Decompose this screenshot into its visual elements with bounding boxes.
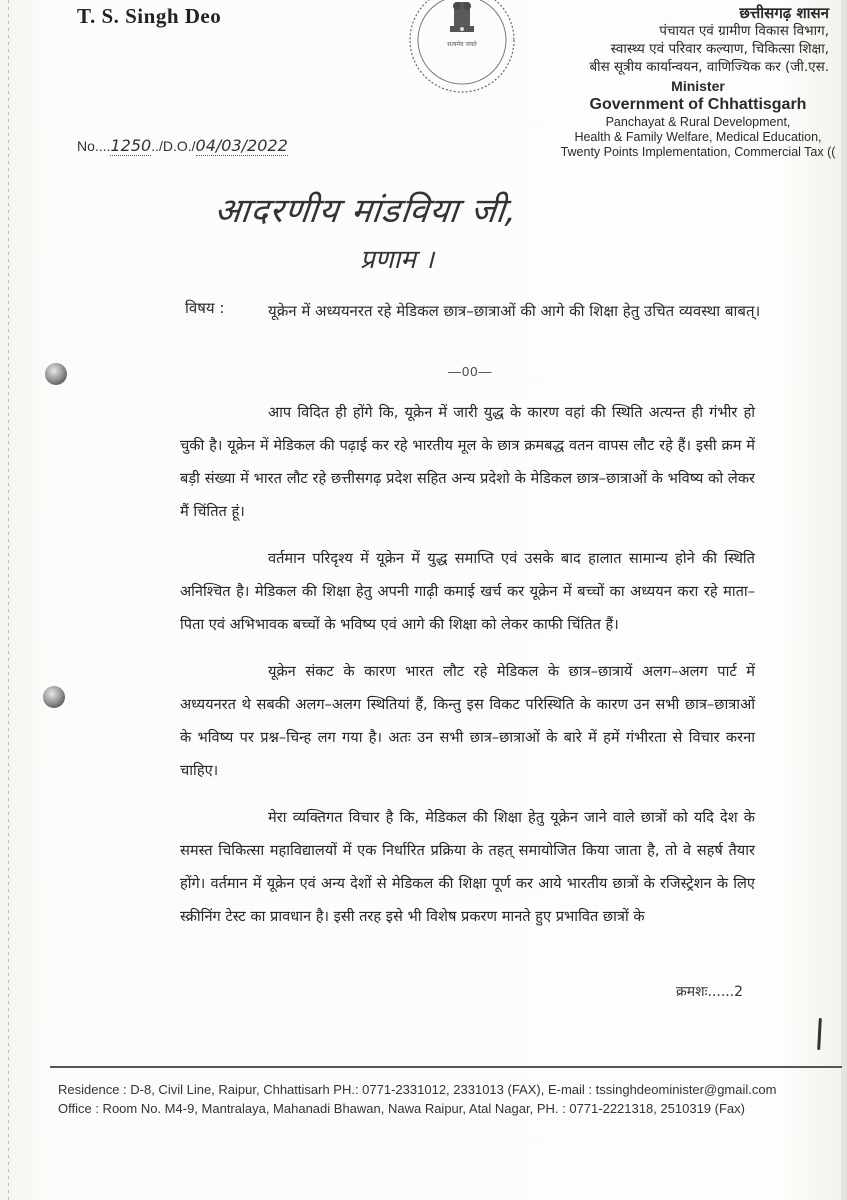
reference-number [77, 136, 288, 155]
page-right-edge [841, 0, 847, 1200]
continued-marker: क्रमशः......2 [676, 984, 744, 1000]
subject-label: विषय : [185, 299, 225, 317]
government-name: Government of Chhattisgarh [589, 96, 807, 113]
national-emblem-seal [400, 0, 524, 94]
page-edge-line [8, 0, 9, 1200]
body-paragraph: वर्तमान परिदृश्य में यूक्रेन में युद्ध समाप्ति एवं उसके बाद हालात सामान्य होने की स्थिति अनिश्चित है। मेडिकल की शिक्षा हेतु अपनी गाढ़ी कमाई खर्च कर यूक्रेन में बच्चों का अध्ययन करा रहे माता–पिता एवं अभिभावक बच्चों के भविष्य एवं आगे की शिक्षा को लेकर काफी चिंतित हैं। [180, 550, 755, 633]
residence-address: Residence : D-8, Civil Line, Raipur, Chhattisarh PH.: 0771-2331012, 2331013 (FAX), E-mail : tssinghdeominister@gmail.com [58, 1082, 777, 1097]
punch-hole [43, 686, 65, 708]
footer-address [58, 1080, 838, 1118]
portfolio-line: Panchayat & Rural Development, [605, 115, 791, 129]
reference-number-value: 1250 [110, 136, 152, 155]
reference-middle: ../D.O./ [151, 138, 196, 154]
hindi-portfolio-line: बीस सूत्रीय कार्यान्वयन, वाणिज्यिक कर (जी.एस. [589, 59, 829, 75]
english-letterhead [553, 78, 843, 160]
body-paragraph: मेरा व्यक्तिगत विचार है कि, मेडिकल की शिक्षा हेतु यूक्रेन जाने वाले छात्रों को यदि देश के समस्त चिकित्सा महाविद्यालयों में एक निर्धारित प्रक्रिया के तहत् समायोजित किया जाता है, तो वे सहर्ष तैयार होंगे। वर्तमान में यूक्रेन एवं अन्य देशों से मेडिकल की शिक्षा पूर्ण कर आये भारतीय छात्रों के रजिस्ट्रेशन के लिए स्क्रीनिंग टेस्ट का प्रावधान है। इसी तरह इसे भी विशेष प्रकरण मानते हुए प्रभावित छात्रों के [180, 809, 755, 925]
sender-name: T. S. Singh Deo [77, 4, 222, 28]
hindi-portfolio-line: स्वास्थ्य एवं परिवार कल्याण, चिकित्सा शिक्षा, [610, 41, 829, 57]
office-address: Office : Room No. M4-9, Mantralaya, Mahanadi Bhawan, Nawa Raipur, Atal Nagar, PH. : 0771-2221318, 2510319 (Fax) [58, 1101, 745, 1116]
hindi-government: छत्तीसगढ़ शासन [739, 4, 829, 22]
hindi-letterhead [529, 4, 829, 76]
letter-body [180, 396, 755, 947]
handwritten-salutation: आदरणीय मांडविया जी, [212, 191, 520, 231]
emblem-caption: सत्यमेव जयते [447, 41, 477, 48]
minister-title: Minister [671, 78, 725, 94]
portfolio-line: Twenty Points Implementation, Commercial Tax (( [560, 145, 836, 159]
portfolio-line: Health & Family Welfare, Medical Education, [574, 130, 822, 144]
body-paragraph: आप विदित ही होंगे कि, यूक्रेन में जारी युद्ध के कारण वहां की स्थिति अत्यन्त ही गंभीर हो चुकी है। यूक्रेन में मेडिकल की पढ़ाई कर रहे भारतीय मूल के छात्र क्रमबद्ध वतन वापस लौट रहे हैं। इसी क्रम में बड़ी संख्या में भारत लौट रहे छत्तीसगढ़ प्रदेश सहित अन्य प्रदेशो के मेडिकल छात्र–छात्राओं के भविष्य को लेकर मैं चिंतित हूं। [180, 404, 755, 520]
footer-divider [50, 1066, 842, 1068]
reference-prefix: No.... [77, 138, 111, 154]
section-divider: —00— [448, 364, 493, 379]
reference-date: 04/03/2022 [195, 136, 288, 155]
punch-hole [45, 363, 67, 385]
handwritten-greeting: प्रणाम । [360, 245, 434, 275]
hindi-portfolio-line: पंचायत एवं ग्रामीण विकास विभाग, [659, 23, 829, 39]
subject-text: यूक्रेन में अध्ययनरत रहे मेडिकल छात्र–छात्राओं की आगे की शिक्षा हेतु उचित व्यवस्था बाबत्। [268, 302, 761, 320]
body-paragraph: यूक्रेन संकट के कारण भारत लौट रहे मेडिकल के छात्र–छात्रायें अलग–अलग पार्ट में अध्ययनरत थे सबकी अलग–अलग स्थितियां हैं, किन्तु इस विकट परिस्थिति के कारण उन सभी छात्र–छात्राओं के भविष्य पर प्रश्न–चिन्ह लग गया है। अतः उन सभी छात्र–छात्राओं के बारे में हमें गंभीरता से विचार करना चाहिए। [180, 663, 755, 779]
